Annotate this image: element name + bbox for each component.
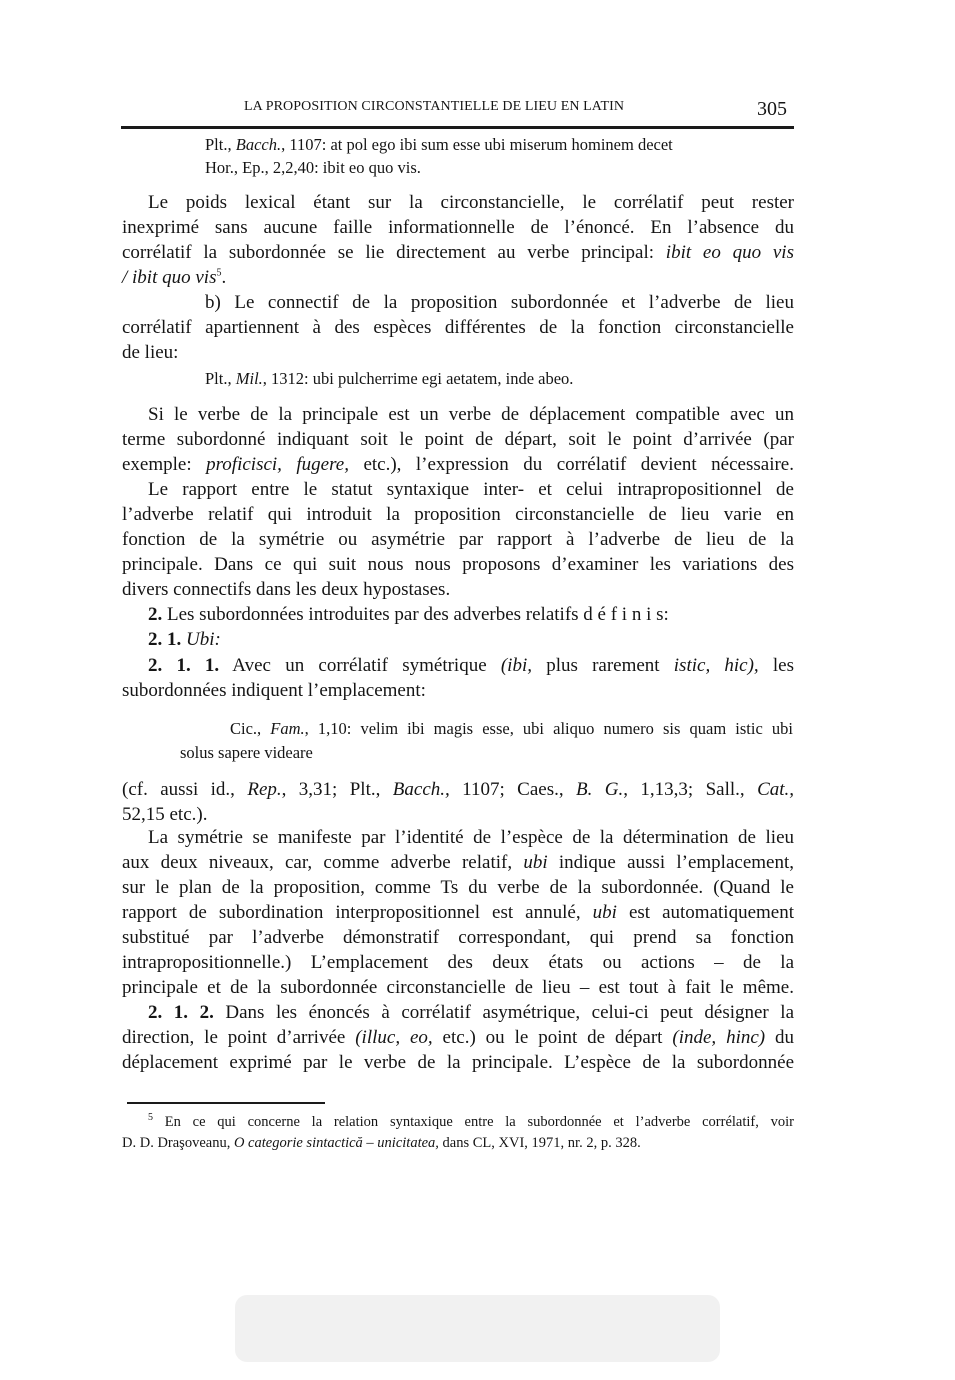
footnote-marker: 5 bbox=[216, 267, 222, 279]
text-segment: , 1312: ubi pulcherrime egi aetatem, inde abeo. bbox=[262, 369, 574, 388]
text-segment: principale. Dans ce qui suit nous nous proposons d’examiner les variations des bbox=[122, 554, 794, 575]
text-segment: Le rapport entre le statut syntaxique inter- et celui intrapropositionnel de bbox=[148, 479, 794, 500]
text-segment: rapport de subordination interpropositionnel est annulé, bbox=[122, 902, 593, 923]
text-line bbox=[122, 852, 794, 874]
text-segment: divers connectifs dans les deux hypostases. bbox=[122, 579, 451, 600]
text-segment: (illuc, eo, bbox=[355, 1027, 433, 1048]
text-line bbox=[205, 292, 794, 314]
text-segment: (ibi, bbox=[500, 655, 532, 676]
text-segment: B. G. bbox=[576, 779, 624, 800]
footnote-line bbox=[148, 1111, 794, 1133]
text-segment: O categorie sintactică – unicitatea, bbox=[233, 1135, 439, 1151]
footnote-line bbox=[122, 1132, 641, 1154]
text-segment: Bacch. bbox=[235, 135, 282, 154]
text-line bbox=[122, 877, 794, 899]
text-segment: , 1,10: velim ibi magis esse, ubi aliquo numero sis quam istic ubi bbox=[304, 719, 793, 738]
text-segment: Ubi: bbox=[186, 629, 221, 650]
text-line bbox=[122, 317, 794, 339]
text-segment: Cic., bbox=[230, 719, 271, 738]
text-segment: , 1107: at pol ego ibi sum esse ubi miserum hominem decet bbox=[281, 135, 673, 154]
text-segment: l’adverbe relatif qui introduit la proposition circonstancielle de lieu varie en bbox=[122, 504, 794, 525]
text-segment: 2. 1. 2. bbox=[148, 1002, 214, 1023]
text-segment: substitué par l’adverbe démonstratif correspondant, qui prend sa fonction bbox=[122, 927, 794, 948]
text-segment: , 3,31; Plt., bbox=[281, 779, 393, 800]
text-segment: sur le plan de la proposition, comme Ts du verbe de la subordonnée. (Quand le bbox=[122, 877, 794, 898]
text-line bbox=[122, 242, 794, 264]
text-line bbox=[122, 454, 794, 476]
text-segment: (cf. aussi id., bbox=[122, 779, 248, 800]
text-segment: inexprimé sans aucune faille informationnelle de l’énoncé. En l’absence du bbox=[122, 217, 794, 238]
text-line bbox=[148, 404, 794, 426]
text-segment: La symétrie se manifeste par l’identité de l’espèce de la détermination de lieu bbox=[148, 827, 794, 848]
text-segment: En ce qui concerne la relation syntaxique entre la subordonnée et l’adverbe corrélatif, voir bbox=[153, 1114, 794, 1130]
header-rule bbox=[121, 126, 794, 129]
text-segment: aux deux niveaux, car, comme adverbe relatif, bbox=[122, 852, 524, 873]
text-segment: ubi bbox=[523, 852, 548, 873]
text-line bbox=[148, 827, 794, 849]
text-segment: 2. bbox=[148, 604, 163, 625]
text-segment: 1107; Caes., bbox=[449, 779, 576, 800]
text-line bbox=[122, 342, 178, 364]
text-segment: Rep. bbox=[247, 779, 282, 800]
text-segment: corrélatif la subordonnée se lie directement au verbe principal: bbox=[122, 242, 666, 263]
text-segment: fonction de la symétrie ou asymétrie par rapport à l’adverbe de lieu de la bbox=[122, 529, 794, 550]
text-segment: est automatiquement bbox=[616, 902, 794, 923]
text-segment: 2. 1. bbox=[148, 629, 182, 650]
text-segment: intrapropositionnelle.) L’emplacement des deux états ou actions – de la bbox=[122, 952, 794, 973]
footnote-marker: 5 bbox=[148, 1112, 153, 1124]
text-line bbox=[122, 554, 794, 576]
page-number: 305 bbox=[757, 98, 787, 120]
text-segment: Fam. bbox=[270, 719, 305, 738]
footnote-rule bbox=[127, 1102, 325, 1104]
text-segment: Bacch., bbox=[392, 779, 450, 800]
citation-line bbox=[205, 134, 673, 156]
text-segment: istic, hic), bbox=[673, 655, 759, 676]
text-line bbox=[122, 529, 794, 551]
text-line bbox=[122, 779, 794, 801]
text-segment: etc.) ou le point de départ bbox=[432, 1027, 673, 1048]
citation-line bbox=[205, 157, 421, 179]
text-line bbox=[122, 217, 794, 239]
text-segment: terme subordonné indiquant soit le point de départ, soit le point d’arrivée (par bbox=[122, 429, 794, 450]
text-segment: D. D. Draşoveanu, bbox=[122, 1135, 234, 1151]
text-segment: solus sapere videare bbox=[180, 743, 313, 762]
text-segment: plus rarement bbox=[531, 655, 674, 676]
text-segment: déplacement exprimé par le verbe de la principale. L’espèce de la subordonnée bbox=[122, 1052, 794, 1073]
text-line bbox=[122, 1027, 794, 1049]
text-segment: Hor., Ep., 2,2,40: ibit eo quo vis. bbox=[205, 158, 421, 177]
text-segment: proficisci, fugere, bbox=[206, 454, 349, 475]
citation-line bbox=[230, 718, 793, 740]
text-segment: les bbox=[758, 655, 794, 676]
text-segment: etc.), l’expression du corrélatif devient nécessaire. bbox=[348, 454, 794, 475]
citation-line bbox=[205, 368, 573, 390]
running-header: LA PROPOSITION CIRCONSTANTIELLE DE LIEU EN LATIN bbox=[244, 99, 625, 114]
text-segment: ibit eo quo vis bbox=[665, 242, 794, 263]
text-segment: b) Le connectif de la proposition subordonnée et l’adverbe de lieu bbox=[205, 292, 794, 313]
text-segment: Dans les énoncés à corrélatif asymétrique, celui-ci peut désigner la bbox=[213, 1002, 795, 1023]
text-line bbox=[122, 579, 450, 601]
text-segment: Si le verbe de la principale est un verbe de déplacement compatible avec un bbox=[148, 404, 794, 425]
text-segment: Mil. bbox=[235, 369, 263, 388]
text-segment: de lieu: bbox=[122, 342, 179, 363]
text-line bbox=[122, 804, 207, 826]
text-segment: Avec un corrélatif symétrique bbox=[219, 655, 501, 676]
text-segment: direction, le point d’arrivée bbox=[122, 1027, 356, 1048]
text-segment: 52,15 etc.). bbox=[122, 804, 208, 825]
text-segment: Le poids lexical étant sur la circonstancielle, le corrélatif peut rester bbox=[148, 192, 794, 213]
text-line bbox=[122, 680, 426, 702]
text-line bbox=[148, 655, 794, 677]
text-line bbox=[122, 927, 794, 949]
text-segment: exemple: bbox=[122, 454, 207, 475]
text-line bbox=[122, 952, 794, 974]
text-segment: 2. 1. 1. bbox=[148, 655, 220, 676]
text-segment: dans CL, XVI, 1971, nr. 2, p. 328. bbox=[438, 1135, 641, 1151]
text-segment: subordonnées indiquent l’emplacement: bbox=[122, 680, 426, 701]
text-segment: corrélatif apartiennent à des espèces différentes de la fonction circonstancielle bbox=[122, 317, 794, 338]
text-segment: Plt., bbox=[205, 135, 236, 154]
text-segment: ubi bbox=[592, 902, 617, 923]
text-segment: Les subordonnées introduites par des adverbes relatifs d é f i n i s: bbox=[162, 604, 669, 625]
text-line bbox=[122, 977, 794, 999]
text-line bbox=[148, 192, 794, 214]
text-line bbox=[148, 629, 221, 651]
text-line bbox=[148, 604, 669, 626]
text-line bbox=[122, 267, 226, 289]
text-line bbox=[122, 429, 794, 451]
text-line bbox=[122, 504, 794, 526]
text-line bbox=[148, 479, 794, 501]
text-line bbox=[148, 1002, 794, 1024]
text-segment: , 1,13,3; Sall., bbox=[623, 779, 758, 800]
text-segment: . bbox=[221, 267, 227, 288]
text-segment: indique aussi l’emplacement, bbox=[547, 852, 794, 873]
text-segment: Plt., bbox=[205, 369, 236, 388]
text-line bbox=[122, 902, 794, 924]
scan-blank-area bbox=[235, 1295, 720, 1362]
citation-line bbox=[180, 742, 313, 764]
text-segment: / ibit quo vis bbox=[122, 267, 217, 288]
text-segment: (inde, hinc) bbox=[672, 1027, 766, 1048]
text-segment: Cat., bbox=[757, 779, 795, 800]
text-line bbox=[122, 1052, 794, 1074]
text-segment: principale et de la subordonnée circonstancielle de lieu – est tout à fait le même. bbox=[122, 977, 794, 998]
text-segment: du bbox=[765, 1027, 795, 1048]
